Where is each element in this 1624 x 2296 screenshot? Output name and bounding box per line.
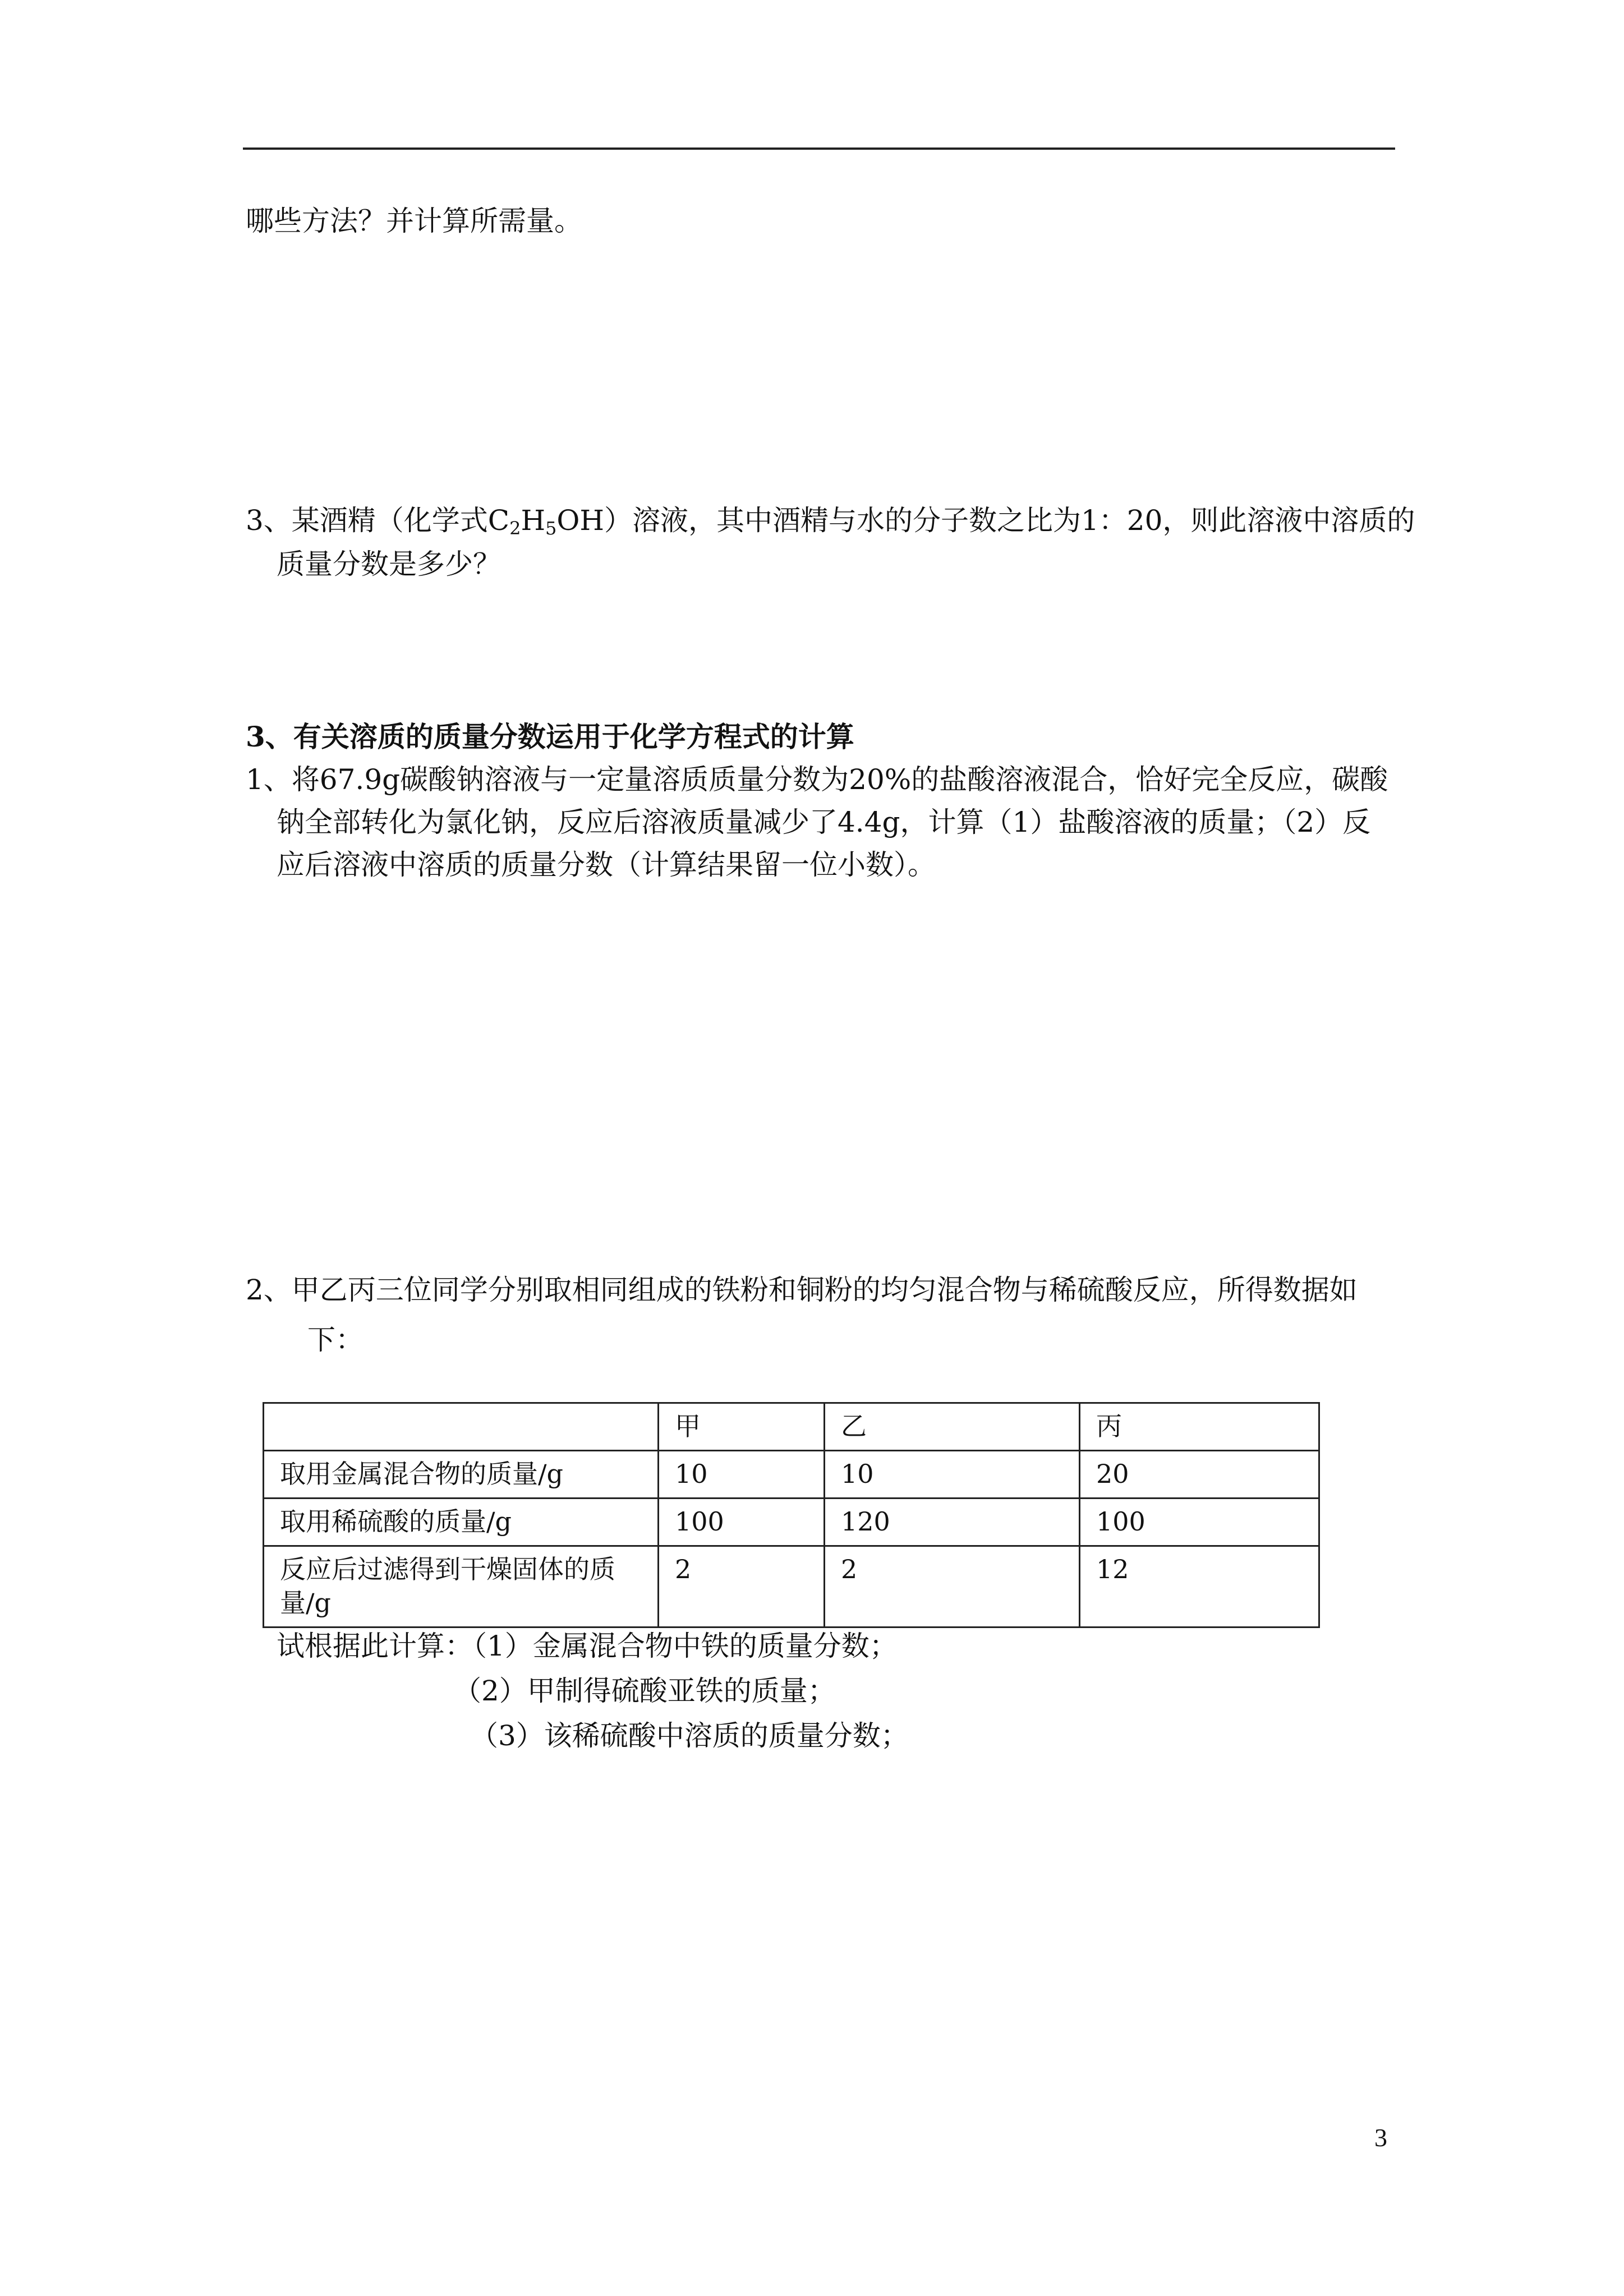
- question-2: （2）甲制得硫酸亚铁的质量；: [453, 1675, 836, 1707]
- data-table: [263, 1402, 1320, 1628]
- table-row: [264, 1499, 1319, 1546]
- problem-1-line-3: 应后溶液中溶质的质量分数（计算结果留一位小数）。: [277, 849, 936, 881]
- question-3-subscript-1: 2: [509, 518, 521, 539]
- question-3-subscript-2: 5: [545, 518, 557, 539]
- page-number: 3: [1374, 2123, 1387, 2152]
- table-row: [264, 1451, 1319, 1499]
- header-rule: [243, 147, 1395, 150]
- question-3: （3）该稀硫酸中溶质的质量分数；: [470, 1719, 909, 1752]
- question-3-line-1: [246, 502, 1415, 538]
- section-heading: 3、有关溶质的质量分数运用于化学方程式的计算: [246, 720, 854, 753]
- problem-1-line-1: 1、将67.9g碳酸钠溶液与一定量溶质质量分数为20%的盐酸溶液混合，恰好完全反应，碳酸: [246, 763, 1388, 796]
- problem-1-line-2: 钠全部转化为氯化钠，反应后溶液质量减少了4.4g，计算（1）盐酸溶液的质量；（2）反: [277, 806, 1371, 838]
- table-cell: 100: [1080, 1499, 1319, 1546]
- table-cell: 20: [1080, 1451, 1319, 1499]
- table-cell: 12: [1080, 1546, 1319, 1628]
- table-cell: 120: [825, 1499, 1080, 1546]
- question-3-suffix: OH）溶液，其中酒精与水的分子数之比为1：20，则此溶液中溶质的: [556, 504, 1415, 537]
- questions-intro: 试根据此计算：（1）金属混合物中铁的质量分数；: [277, 1630, 898, 1662]
- table-cell: 反应后过滤得到干燥固体的质量/g: [264, 1546, 659, 1628]
- question-3-prefix: 3、某酒精（化学式C: [246, 504, 510, 537]
- table-cell: 取用稀硫酸的质量/g: [264, 1499, 659, 1546]
- problem-2-line-2: 下：: [307, 1324, 364, 1356]
- table-cell: 10: [659, 1451, 825, 1499]
- table-cell: 2: [659, 1546, 825, 1628]
- table-cell: 10: [825, 1451, 1080, 1499]
- table-header-row: [264, 1403, 1319, 1451]
- problem-2-line-1: 2、甲乙丙三位同学分别取相同组成的铁粉和铜粉的均匀混合物与稀硫酸反应，所得数据如: [246, 1274, 1358, 1306]
- table-cell: 2: [825, 1546, 1080, 1628]
- table-header-cell: 甲: [659, 1403, 825, 1451]
- table-cell: 100: [659, 1499, 825, 1546]
- table-header-cell: 乙: [825, 1403, 1080, 1451]
- table-header-cell: 丙: [1080, 1403, 1319, 1451]
- question-3-mid: H: [521, 504, 546, 537]
- table-cell: 取用金属混合物的质量/g: [264, 1451, 659, 1499]
- table-row: [264, 1546, 1319, 1628]
- continuation-text: 哪些方法？并计算所需量。: [246, 205, 582, 237]
- table-header-cell: [264, 1403, 659, 1451]
- question-3-line-2: 质量分数是多少？: [277, 548, 501, 580]
